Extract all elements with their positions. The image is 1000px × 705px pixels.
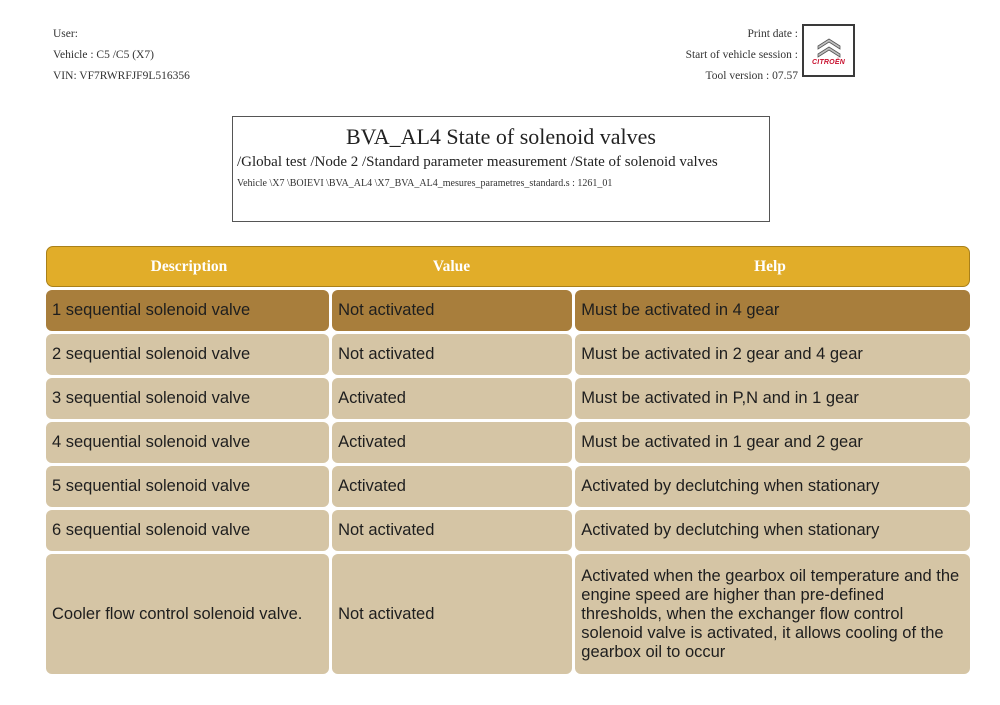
description-cell: 3 sequential solenoid valve bbox=[46, 378, 329, 419]
value-cell: Not activated bbox=[332, 554, 572, 674]
column-header-description: Description bbox=[150, 257, 228, 275]
table-row[interactable] bbox=[46, 510, 970, 551]
table-row[interactable] bbox=[46, 334, 970, 375]
print-date-label: Print date : bbox=[747, 28, 798, 40]
description-cell: 6 sequential solenoid valve bbox=[46, 510, 329, 551]
solenoid-state-table bbox=[46, 246, 970, 674]
table-row[interactable] bbox=[46, 466, 970, 507]
description-cell: 5 sequential solenoid valve bbox=[46, 466, 329, 507]
help-cell: Must be activated in P,N and in 1 gear bbox=[575, 378, 970, 419]
vin-label: VIN: VF7RWRFJF9L516356 bbox=[53, 70, 190, 82]
tool-version-label: Tool version : 07.57 bbox=[705, 70, 798, 82]
value-cell: Activated bbox=[332, 422, 572, 463]
value-cell: Activated bbox=[332, 378, 572, 419]
vehicle-info bbox=[53, 24, 190, 87]
column-header-help: Help bbox=[754, 257, 786, 275]
page-title: BVA_AL4 State of solenoid valves bbox=[345, 124, 656, 149]
value-cell: Not activated bbox=[332, 510, 572, 551]
session-start-label: Start of vehicle session : bbox=[685, 49, 798, 61]
value-cell: Activated bbox=[332, 466, 572, 507]
description-cell: 2 sequential solenoid valve bbox=[46, 334, 329, 375]
user-label: User: bbox=[53, 28, 78, 40]
table-row[interactable] bbox=[46, 422, 970, 463]
navigation-path: /Global test /Node 2 /Standard parameter measurement /State of solenoid valves bbox=[237, 154, 718, 170]
table-row[interactable] bbox=[46, 290, 970, 331]
description-cell: 4 sequential solenoid valve bbox=[46, 422, 329, 463]
column-header-value: Value bbox=[432, 257, 471, 275]
logo-brand-text: CITROËN bbox=[812, 58, 845, 66]
vehicle-label: Vehicle : C5 /C5 (X7) bbox=[53, 49, 154, 61]
help-cell: Activated by declutching when stationary bbox=[575, 510, 970, 551]
script-file-path: Vehicle \X7 \BOIEVI \BVA_AL4 \X7_BVA_AL4_mesures_parametres_standard.s : 1261_01 bbox=[237, 178, 613, 189]
session-info bbox=[686, 24, 798, 87]
title-box bbox=[232, 116, 770, 222]
value-cell: Not activated bbox=[332, 290, 572, 331]
description-cell: Cooler flow control solenoid valve. bbox=[46, 554, 329, 674]
help-cell: Activated by declutching when stationary bbox=[575, 466, 970, 507]
help-cell: Must be activated in 2 gear and 4 gear bbox=[575, 334, 970, 375]
table-row[interactable] bbox=[46, 554, 970, 674]
table-row[interactable] bbox=[46, 378, 970, 419]
description-cell: 1 sequential solenoid valve bbox=[46, 290, 329, 331]
double-chevron-icon bbox=[814, 36, 844, 58]
help-cell: Must be activated in 4 gear bbox=[575, 290, 970, 331]
table-header bbox=[46, 246, 970, 287]
value-cell: Not activated bbox=[332, 334, 572, 375]
citroen-logo bbox=[802, 24, 855, 77]
help-cell: Activated when the gearbox oil temperature and the engine speed are higher than pre-defined thresholds, when the exchanger flow control solenoid valve is activated, it allows cooling of the gearbox oil to occur bbox=[575, 554, 970, 674]
help-cell: Must be activated in 1 gear and 2 gear bbox=[575, 422, 970, 463]
